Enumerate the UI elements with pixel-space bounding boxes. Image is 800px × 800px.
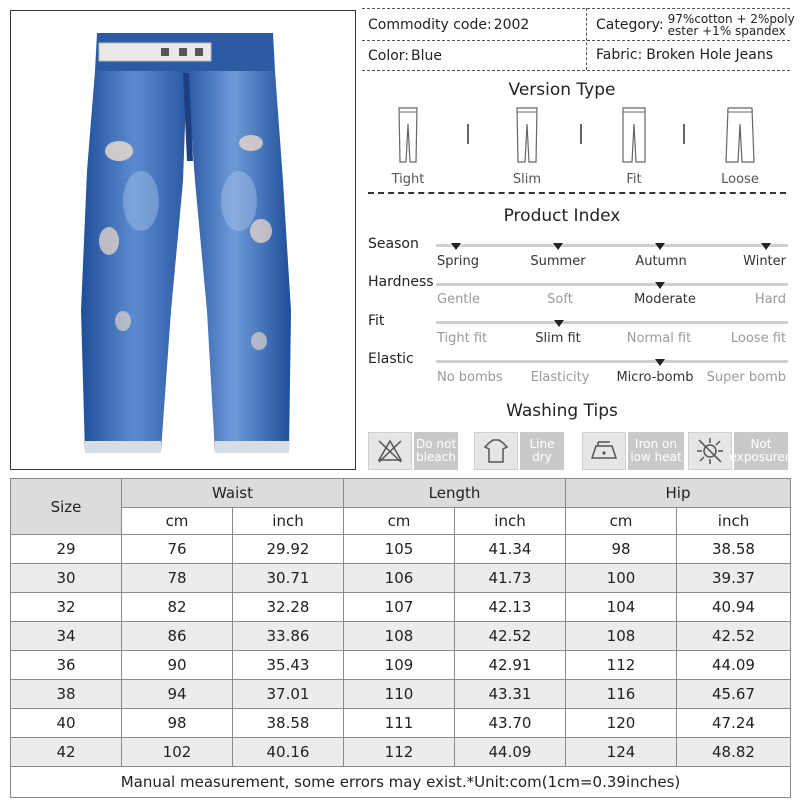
elastic-option-no-bombs: No bombs (437, 370, 503, 385)
table-cell: 30.71 (233, 564, 344, 593)
no-bleach-text (414, 432, 458, 470)
table-cell: 44.09 (677, 651, 791, 680)
table-cell: 109 (344, 651, 455, 680)
season-marker-winter (761, 243, 771, 250)
tight-pants-icon (393, 106, 423, 164)
elastic-label: Elastic (368, 351, 414, 367)
fit-label: Fit (368, 313, 385, 329)
table-cell: 112 (566, 651, 677, 680)
table-cell: 120 (566, 709, 677, 738)
version-loose (710, 106, 770, 187)
version-separator (683, 124, 685, 144)
table-cell: 94 (122, 680, 233, 709)
table-cell: 33.86 (233, 622, 344, 651)
category (596, 10, 795, 40)
table-cell: 47.24 (677, 709, 791, 738)
table-cell: 41.34 (455, 535, 566, 564)
hardness-option-moderate: Moderate (634, 292, 696, 307)
table-cell: 41.73 (455, 564, 566, 593)
no-sun-line-1: Not (750, 437, 772, 451)
size-cell: 38 (11, 680, 122, 709)
no-bleach-line-1: Do not (415, 437, 457, 451)
table-cell: 116 (566, 680, 677, 709)
table-cell: 112 (344, 738, 455, 767)
table-cell: 43.70 (455, 709, 566, 738)
fit-track (436, 321, 788, 324)
category-value (668, 13, 795, 37)
version-fit (604, 106, 664, 187)
table-cell: 42.52 (677, 622, 791, 651)
table-row (11, 564, 791, 593)
table-cell: 98 (122, 709, 233, 738)
table-cell: 108 (344, 622, 455, 651)
table-cell: 105 (344, 535, 455, 564)
table-cell: 86 (122, 622, 233, 651)
table-cell: 110 (344, 680, 455, 709)
table-cell: 78 (122, 564, 233, 593)
table-cell: 124 (566, 738, 677, 767)
table-cell: 107 (344, 593, 455, 622)
hip-header: Hip (566, 479, 791, 508)
table-cell: 44.09 (455, 738, 566, 767)
hardness-marker (655, 282, 665, 289)
version-fit-label: Fit (626, 172, 642, 187)
color (368, 41, 442, 71)
version-tight (378, 106, 438, 187)
iron-low-line-2: low heat (630, 450, 682, 464)
unit-header: cm (344, 508, 455, 535)
version-tight-label: Tight (391, 172, 425, 187)
iron-low-text (628, 432, 684, 470)
season-marker-spring (451, 243, 461, 250)
table-cell: 38.58 (233, 709, 344, 738)
table-cell: 39.37 (677, 564, 791, 593)
line-dry-icon (474, 432, 518, 470)
line-dry-line-1: Line (529, 437, 555, 451)
season-option-winter: Winter (743, 254, 786, 269)
table-cell: 100 (566, 564, 677, 593)
fit-marker (554, 320, 564, 327)
table-cell: 38.58 (677, 535, 791, 564)
commodity-code-label: Commodity code: (368, 17, 492, 33)
no-sun-line-2: exposuren (729, 450, 793, 464)
elastic-track (436, 360, 788, 363)
line-dry-text (520, 432, 564, 470)
table-row (11, 535, 791, 564)
table-row (11, 709, 791, 738)
table-row (11, 738, 791, 767)
color-label: Color: (368, 48, 410, 64)
table-cell: 40.94 (677, 593, 791, 622)
commodity-code-value: 2002 (493, 17, 530, 33)
table-cell: 48.82 (677, 738, 791, 767)
no-sun-text (729, 432, 793, 470)
size-chart-table (10, 478, 791, 798)
no-bleach-icon (368, 432, 412, 470)
unit-header: cm (566, 508, 677, 535)
table-cell: 90 (122, 651, 233, 680)
fit-option-loose: Loose fit (730, 331, 786, 346)
version-slim (497, 106, 557, 187)
slim-pants-icon (512, 106, 542, 164)
size-cell: 30 (11, 564, 122, 593)
table-row (11, 622, 791, 651)
length-header: Length (344, 479, 566, 508)
line-dry-line-2: dry (532, 450, 552, 464)
table-cell: 42.52 (455, 622, 566, 651)
size-header: Size (11, 479, 122, 535)
waist-header: Waist (122, 479, 344, 508)
version-separator (467, 124, 469, 144)
unit-header: inch (233, 508, 344, 535)
hardness-option-hard: Hard (754, 292, 786, 307)
table-cell: 111 (344, 709, 455, 738)
season-marker-summer (553, 243, 563, 250)
table-cell: 43.31 (455, 680, 566, 709)
washing-tips-title: Washing Tips (506, 401, 618, 421)
iron-low-icon (582, 432, 626, 470)
table-cell: 35.43 (233, 651, 344, 680)
fit-option-normal: Normal fit (626, 331, 692, 346)
season-option-summer: Summer (530, 254, 586, 269)
category-line-1: 97%cotton + 2%poly (667, 12, 795, 26)
elastic-option-super-bomb: Super bomb (706, 370, 786, 385)
elastic-option-micro-bomb: Micro-bomb (616, 370, 694, 385)
table-cell: 45.67 (677, 680, 791, 709)
size-cell: 32 (11, 593, 122, 622)
size-cell: 42 (11, 738, 122, 767)
loose-pants-icon (725, 106, 755, 164)
table-cell: 98 (566, 535, 677, 564)
fit-option-slim: Slim fit (535, 331, 581, 346)
table-cell: 82 (122, 593, 233, 622)
size-cell: 40 (11, 709, 122, 738)
unit-header: inch (677, 508, 791, 535)
version-divider (368, 192, 786, 194)
season-option-spring: Spring (437, 254, 479, 269)
table-cell: 42.91 (455, 651, 566, 680)
jeans-image (11, 11, 357, 471)
table-cell: 37.01 (233, 680, 344, 709)
table-footnote: Manual measurement, some errors may exist.*Unit:com(1cm=0.39inches) (11, 767, 791, 798)
unit-header: cm (122, 508, 233, 535)
table-cell: 29.92 (233, 535, 344, 564)
size-cell: 34 (11, 622, 122, 651)
fabric-label: Fabric: (596, 47, 643, 63)
version-slim-label: Slim (512, 172, 542, 187)
product-index-title: Product Index (503, 206, 621, 226)
version-loose-label: Loose (721, 172, 759, 187)
table-cell: 108 (566, 622, 677, 651)
table-row (11, 651, 791, 680)
season-option-autumn: Autumn (635, 254, 687, 269)
version-separator (580, 124, 582, 144)
fabric (596, 40, 773, 70)
version-type-title: Version Type (508, 80, 616, 100)
table-cell: 76 (122, 535, 233, 564)
table-cell: 102 (122, 738, 233, 767)
fit-pants-icon (619, 106, 649, 164)
season-track (436, 244, 788, 247)
table-cell: 32.28 (233, 593, 344, 622)
no-sun-icon (688, 432, 732, 470)
unit-header: inch (455, 508, 566, 535)
size-cell: 29 (11, 535, 122, 564)
product-photo (10, 10, 356, 470)
table-row (11, 680, 791, 709)
hardness-option-soft: Soft (547, 292, 573, 307)
hardness-label: Hardness (368, 274, 434, 290)
fit-option-tight: Tight fit (437, 331, 488, 346)
elastic-option-elasticity: Elasticity (530, 370, 590, 385)
season-marker-autumn (655, 243, 665, 250)
table-cell: 40.16 (233, 738, 344, 767)
table-cell: 104 (566, 593, 677, 622)
size-cell: 36 (11, 651, 122, 680)
elastic-marker (655, 359, 665, 366)
season-label: Season (368, 236, 419, 252)
iron-low-line-1: Iron on (635, 437, 677, 451)
no-bleach-line-2: bleach (416, 450, 456, 464)
hardness-track (436, 283, 788, 286)
category-line-2: ester +1% spandex (667, 24, 786, 38)
commodity-code (368, 10, 529, 40)
hardness-option-gentle: Gentle (437, 292, 481, 307)
table-cell: 42.13 (455, 593, 566, 622)
category-label: Category: (596, 17, 664, 33)
table-cell: 106 (344, 564, 455, 593)
table-row (11, 593, 791, 622)
fabric-value: Broken Hole Jeans (646, 47, 773, 63)
color-value: Blue (411, 48, 443, 64)
